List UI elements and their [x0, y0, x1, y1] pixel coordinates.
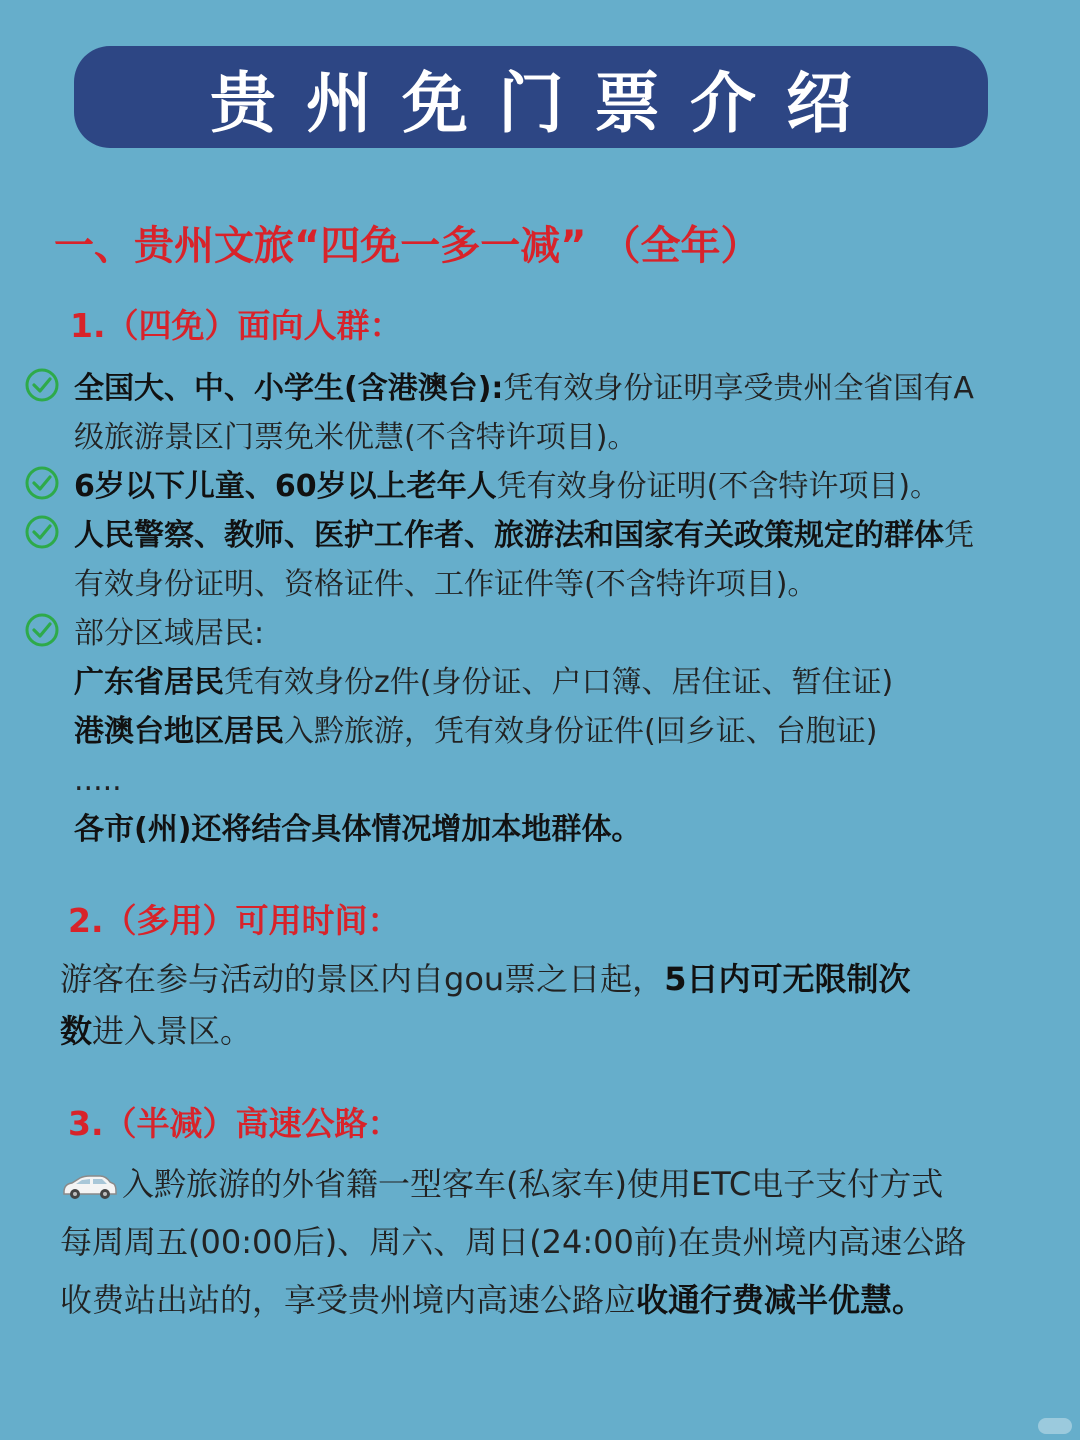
- para-text: 每周周五(00:00后)、周六、周日(24:00前)在贵州境内高速公路: [60, 1223, 967, 1261]
- item-bold-text: 人民警察、教师、医护工作者、旅游法和国家有关政策规定的群体: [74, 518, 944, 553]
- check-circle-icon: [24, 612, 60, 648]
- item-bold-text: 广东省居民: [74, 665, 224, 700]
- para-bold-text: 收通行费减半优慧。: [636, 1281, 925, 1319]
- para-text: 入黔旅游的外省籍一型客车(私家车)使用ETC电子支付方式: [122, 1165, 944, 1203]
- item-text: 凭有效身份证明享受贵州全省国有A: [503, 371, 974, 406]
- section2-subheading: 2.（多用）可用时间：: [68, 901, 401, 940]
- para-text: 游客在参与活动的景区内自gou票之日起，: [60, 960, 665, 998]
- section3-subheading: 3.（半减）高速公路：: [68, 1104, 401, 1143]
- list-item: [24, 462, 1074, 511]
- car-icon: [60, 1170, 118, 1202]
- para-text: 进入景区。: [92, 1012, 253, 1050]
- para-text: 收费站出站的，享受贵州境内高速公路应: [60, 1281, 637, 1319]
- section3-paragraph: [60, 1155, 966, 1329]
- check-circle-icon: [24, 367, 60, 403]
- ellipsis-text: .....: [74, 763, 122, 798]
- item-bold-text: 各市(州)还将结合具体情况增加本地群体。: [74, 812, 642, 847]
- item-bold-text: 港澳台地区居民: [74, 714, 284, 749]
- section2-paragraph: [60, 953, 910, 1057]
- item-text: 级旅游景区门票免米优慧(不含特许项目)。: [74, 420, 638, 455]
- item-text: 部分区域居民:: [74, 616, 265, 651]
- list-item: [24, 511, 1074, 609]
- item-bold-text: 6岁以下儿童、60岁以上老年人: [74, 469, 497, 504]
- item-text: 凭有效身份z件(身份证、户口簿、居住证、暂住证): [224, 665, 894, 700]
- item-text: 有效身份证明、资格证件、工作证件等(不含特许项目)。: [74, 567, 818, 602]
- watermark-logo: [1038, 1418, 1072, 1434]
- section1-subheading: 1.（四免）面向人群：: [70, 306, 403, 345]
- item-bold-text: 全国大、中、小学生(含港澳台):: [74, 371, 504, 406]
- item-text: 凭: [944, 518, 974, 553]
- para-bold-text: 数: [60, 1012, 93, 1050]
- list-item: [24, 609, 1074, 854]
- section1-heading: 一、贵州文旅“四免一多一减” （全年）: [54, 223, 761, 269]
- title-banner: [74, 46, 988, 148]
- check-circle-icon: [24, 465, 60, 501]
- para-bold-text: 5日内可无限制次: [664, 960, 911, 998]
- item-text: 入黔旅游，凭有效身份证件(回乡证、台胞证): [284, 714, 878, 749]
- page-title: 贵州免门票介绍: [210, 64, 882, 142]
- item-text: 凭有效身份证明(不含特许项目)。: [496, 469, 941, 504]
- list-item: [24, 364, 1074, 462]
- check-circle-icon: [24, 514, 60, 550]
